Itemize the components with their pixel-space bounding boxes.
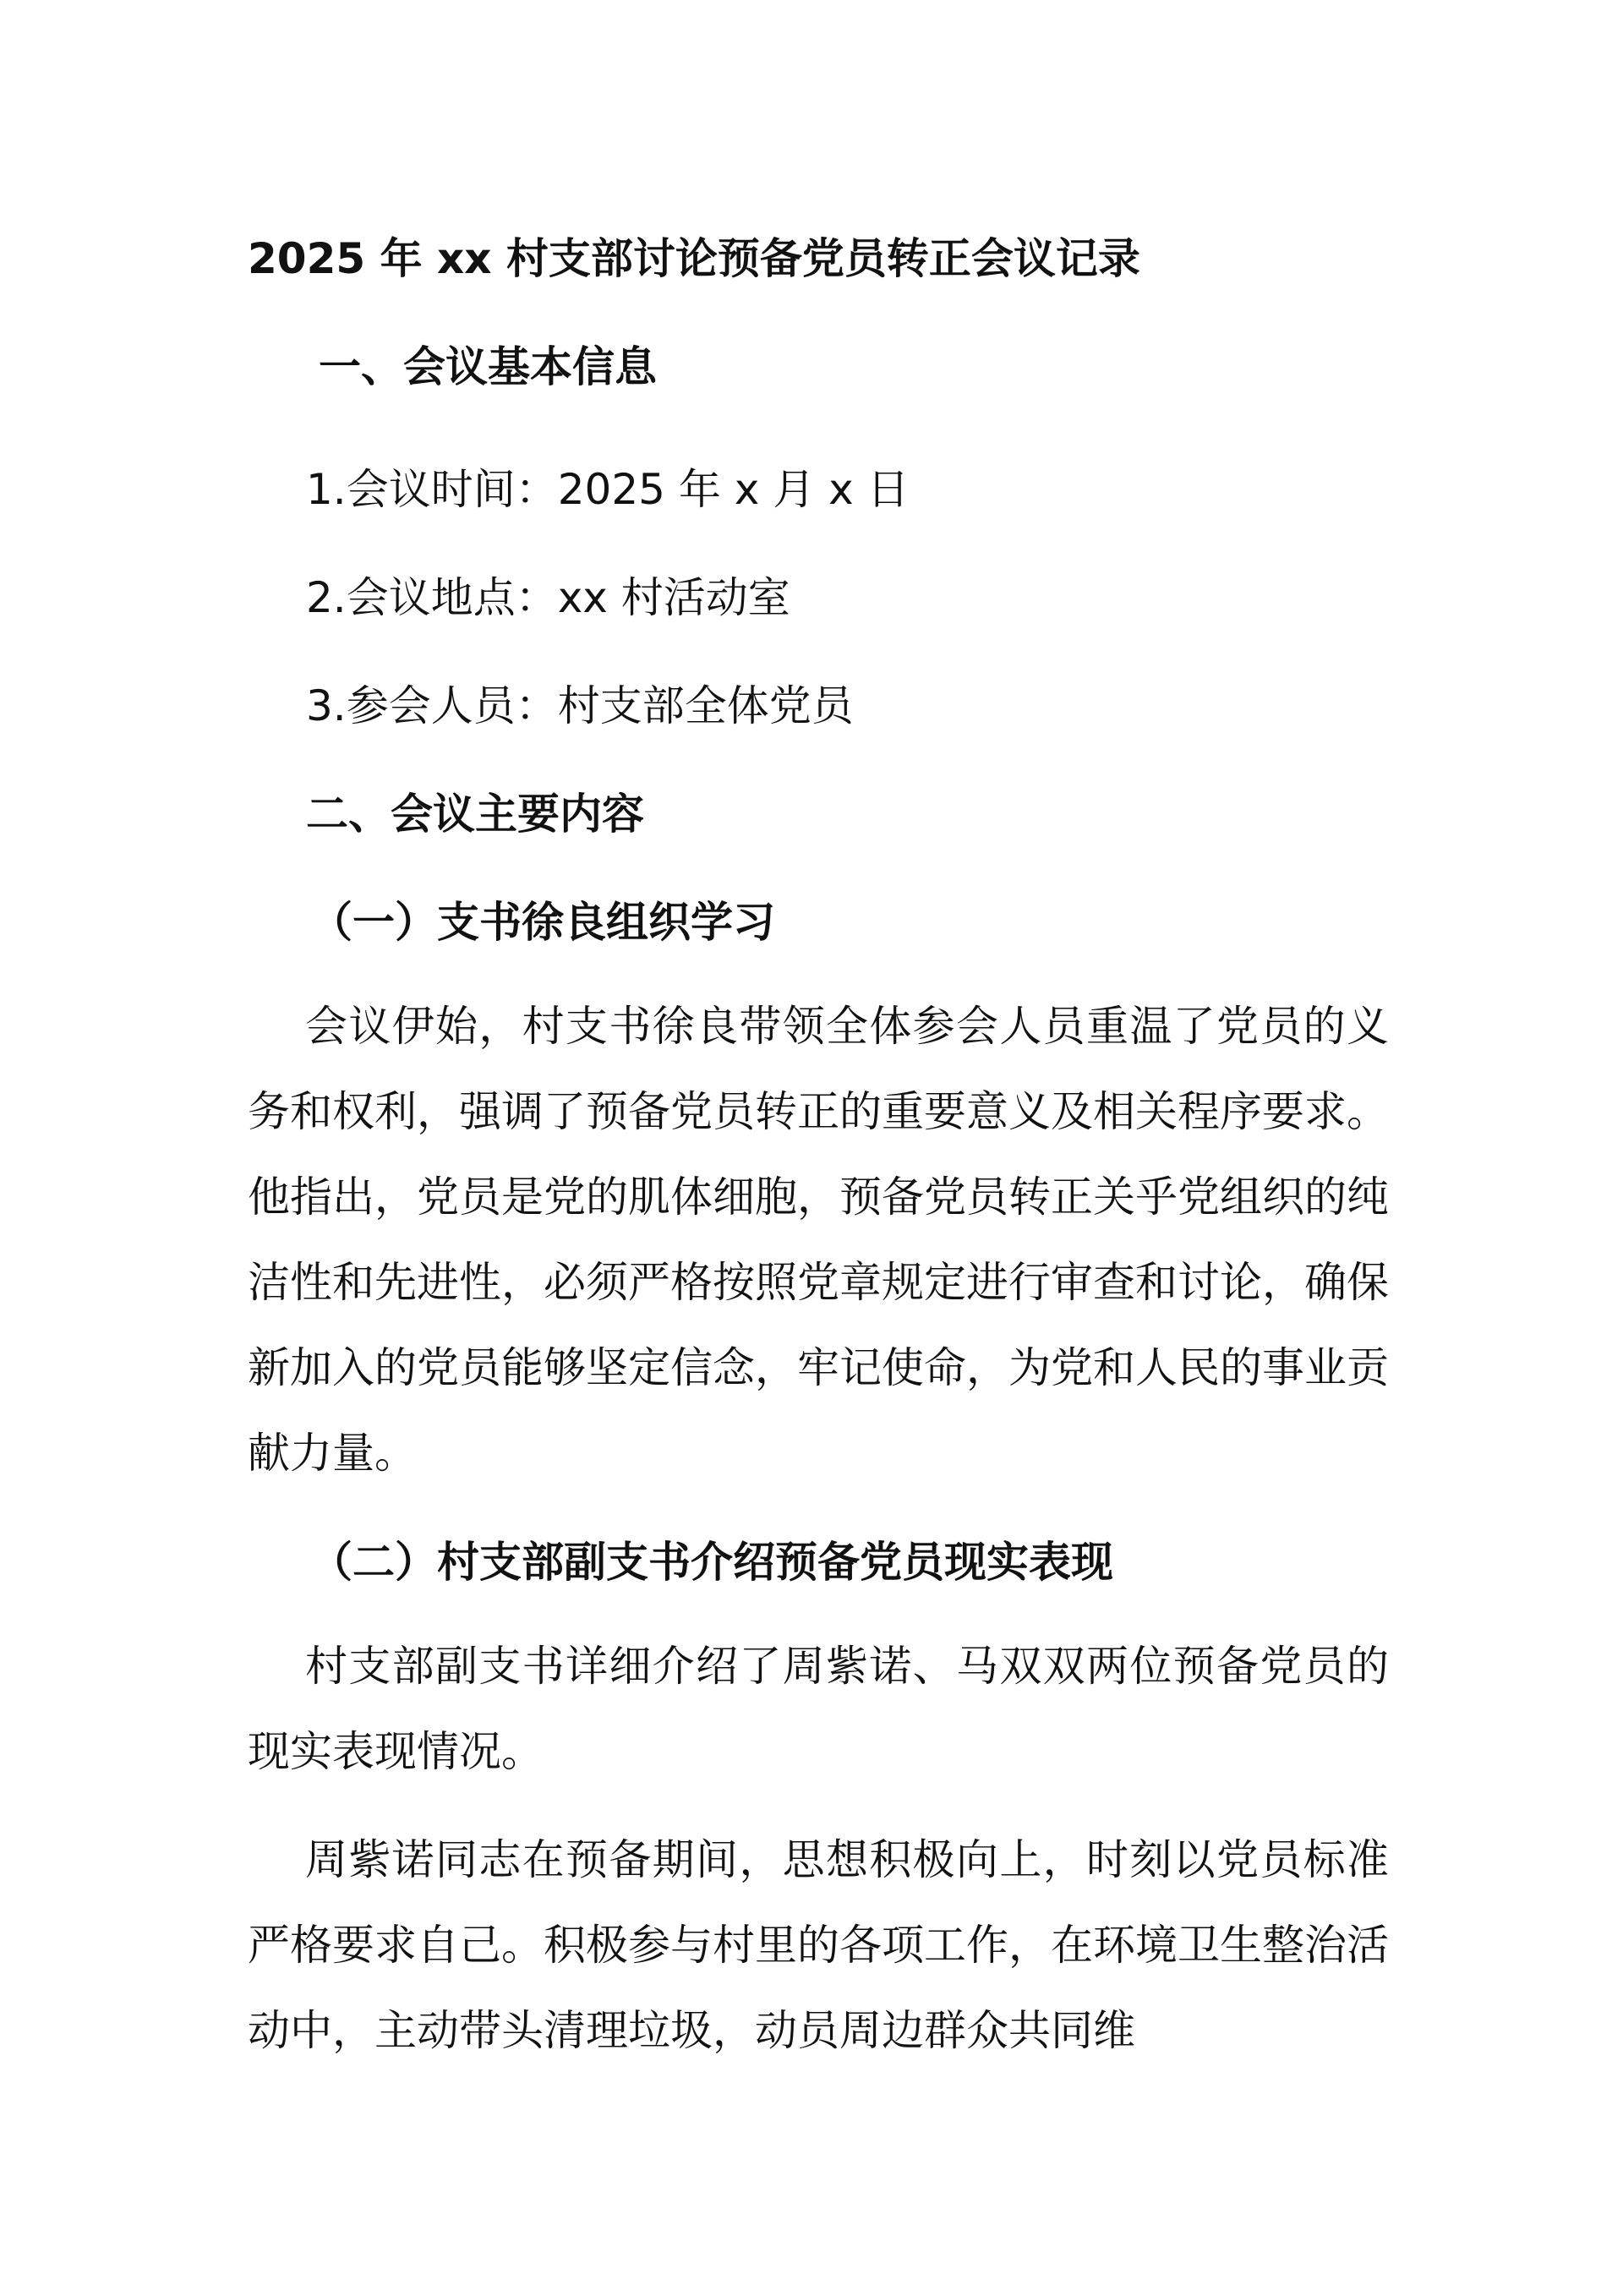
paragraph-zhou-zinuo: 周紫诺同志在预备期间，思想积极向上，时刻以党员标准严格要求自己。积极参与村里的各项工作，在环境卫生整治活动中，主动带头清理垃圾，动员周边群众共同维 bbox=[248, 1835, 1389, 2055]
section-heading-main-content: 二、会议主要内容 bbox=[306, 790, 644, 839]
paragraph-performance-intro: 村支部副支书详细介绍了周紫诺、马双双两位预备党员的现实表现情况。 bbox=[248, 1642, 1389, 1776]
paragraph-study: 会议伊始，村支书徐良带领全体参会人员重温了党员的义务和权利，强调了预备党员转正的重要意义及相关程序要求。他指出，党员是党的肌体细胞，预备党员转正关乎党组织的纯洁性和先进性，必须严格按照党章规定进行审查和讨论，确保新加入的党员能够坚定信念，牢记使命，为党和人民的事业贡献力量。 bbox=[248, 1002, 1389, 1478]
section-heading-basic-info: 一、会议基本信息 bbox=[319, 342, 657, 391]
info-item-attendees: 3.参会人员：村支部全体党员 bbox=[306, 681, 854, 730]
subsection-heading-performance: （二）村支部副支书介绍预备党员现实表现 bbox=[310, 1538, 1113, 1587]
document-title: 2025 年 xx 村支部讨论预备党员转正会议记录 bbox=[248, 234, 1140, 283]
info-item-location: 2.会议地点：xx 村活动室 bbox=[306, 573, 790, 622]
subsection-heading-study: （一）支书徐良组织学习 bbox=[310, 898, 775, 947]
info-item-time: 1.会议时间：2025 年 x 月 x 日 bbox=[306, 465, 910, 514]
